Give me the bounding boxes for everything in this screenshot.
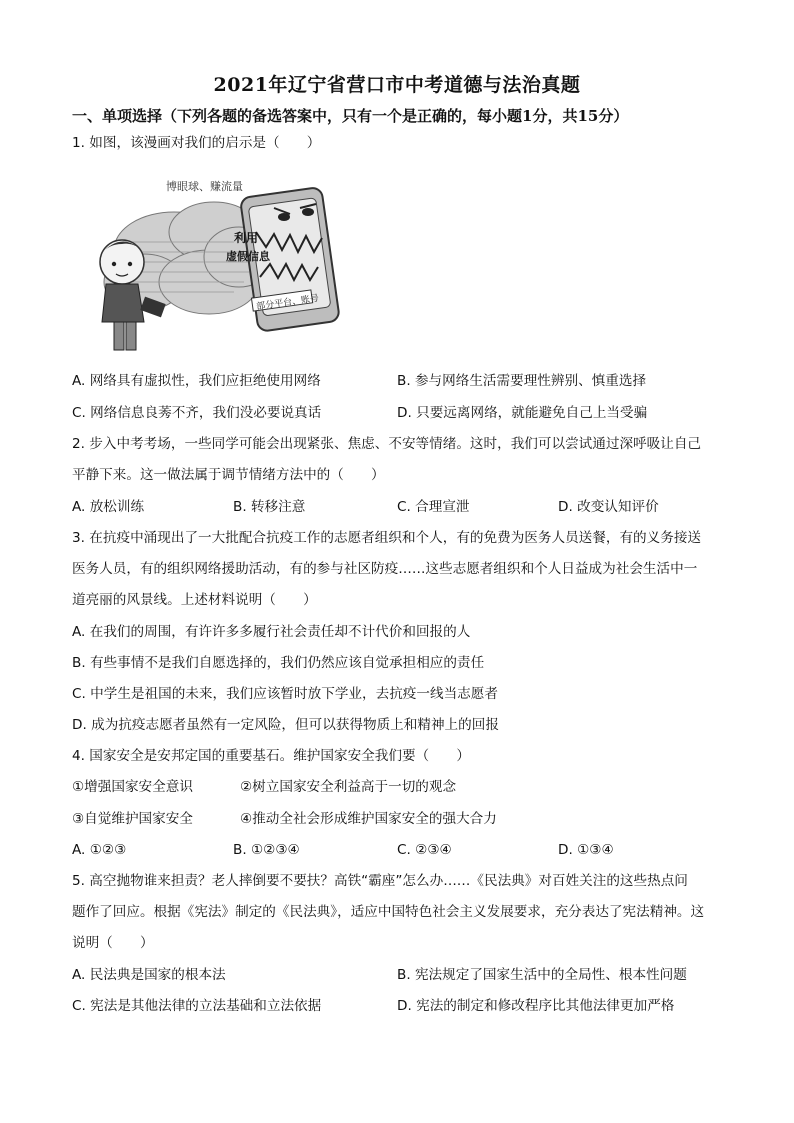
q2-option-d: D. 改变认知评价 [558,499,659,515]
q3-option-d: D. 成为抗疫志愿者虽然有一定风险，但可以获得物质上和精神上的回报 [72,717,499,733]
question-3-stem-line3: 道亮丽的风景线。上述材料说明（ ） [72,592,317,608]
question-5-stem-line1: 5. 高空抛物谁来担责？老人摔倒要不要扶？高铁“霸座”怎么办……《民法典》对百姓关注的这些热点问 [72,873,688,889]
q4-statement-3: ③自觉维护国家安全 [72,811,193,827]
q5-option-a: A. 民法典是国家的根本法 [72,967,226,983]
q2-option-b: B. 转移注意 [233,499,306,515]
q4-option-b: B. ①②③④ [233,842,300,858]
comic-phone-text-2: 虚假信息 [226,250,270,263]
q3-option-a: A. 在我们的周围，有许许多多履行社会责任却不计代价和回报的人 [72,624,471,640]
question-3-stem-line2: 医务人员，有的组织网络援助活动，有的参与社区防疫……这些志愿者组织和个人日益成为社会生活中一 [72,561,698,577]
q5-option-c: C. 宪法是其他法律的立法基础和立法依据 [72,998,322,1014]
q3-option-b: B. 有些事情不是我们自愿选择的，我们仍然应该自觉承担相应的责任 [72,655,485,671]
q4-option-d: D. ①③④ [558,842,614,858]
q1-option-a: A. 网络具有虚拟性，我们应拒绝使用网络 [72,373,321,389]
q4-statement-4: ④推动全社会形成维护国家安全的强大合力 [240,811,497,827]
q4-option-a: A. ①②③ [72,842,127,858]
q1-option-d: D. 只要远离网络，就能避免自己上当受骗 [397,405,648,421]
page-title: 2021年辽宁省营口市中考道德与法治真题 [213,74,581,96]
section-heading: 一、单项选择（下列各题的备选答案中，只有一个是正确的，每小题1分，共15分） [72,107,629,125]
question-2-stem-line2: 平静下来。这一做法属于调节情绪方法中的（ ） [72,467,385,483]
comic-phone-label: 部分平台、账号 [255,293,320,313]
q2-option-c: C. 合理宣泄 [397,499,470,515]
cartoon-illustration [84,172,344,362]
question-1-stem: 1. 如图，该漫画对我们的启示是（ ） [72,135,321,151]
question-5-stem-line3: 说明（ ） [72,935,154,951]
q5-option-d: D. 宪法的制定和修改程序比其他法律更加严格 [397,998,675,1014]
q1-option-b: B. 参与网络生活需要理性辨别、慎重选择 [397,373,647,389]
question-3-stem-line1: 3. 在抗疫中涌现出了一大批配合抗疫工作的志愿者组织和个人，有的免费为医务人员送餐，有的义务接送 [72,530,702,546]
question-5-stem-line2: 题作了回应。根据《宪法》制定的《民法典》，适应中国特色社会主义发展要求，充分表达了宪法精神。这 [72,904,705,920]
q2-option-a: A. 放松训练 [72,499,145,515]
comic-phone-text-1: 利用 [234,231,259,245]
q4-option-c: C. ②③④ [397,842,452,858]
q4-statement-2: ②树立国家安全利益高于一切的观念 [240,779,457,795]
cartoon-drawing [84,172,344,362]
q4-statement-1: ①增强国家安全意识 [72,779,193,795]
q5-option-b: B. 宪法规定了国家生活中的全局性、根本性问题 [397,967,687,983]
question-2-stem-line1: 2. 步入中考考场，一些同学可能会出现紧张、焦虑、不安等情绪。这时，我们可以尝试通过深呼吸让自己 [72,436,702,452]
question-4-stem: 4. 国家安全是安邦定国的重要基石。维护国家安全我们要（ ） [72,748,470,764]
comic-caption: 博眼球、赚流量 [166,180,243,193]
q3-option-c: C. 中学生是祖国的未来，我们应该暂时放下学业，去抗疫一线当志愿者 [72,686,498,702]
q1-option-c: C. 网络信息良莠不齐，我们没必要说真话 [72,405,322,421]
